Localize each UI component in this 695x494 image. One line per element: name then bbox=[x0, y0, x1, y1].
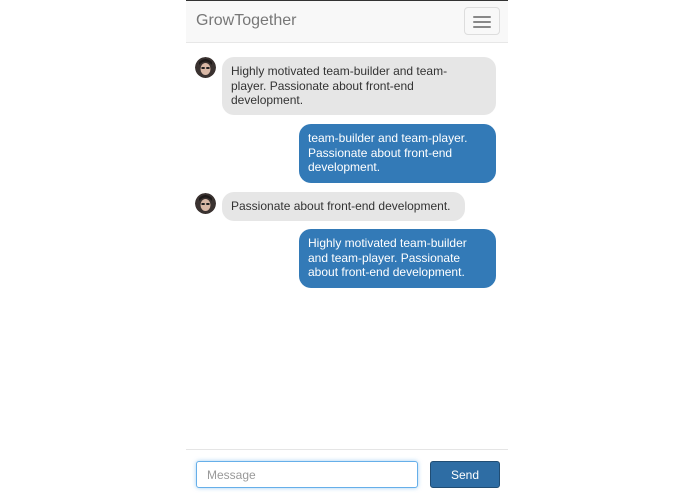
message-bubble-incoming: Highly motivated team-builder and team- player. Passionate about front-end development. bbox=[222, 57, 496, 115]
brand-title[interactable]: GrowTogether bbox=[196, 12, 297, 29]
message-input[interactable] bbox=[196, 461, 418, 488]
message-bubble-incoming: Passionate about front-end development. bbox=[222, 192, 465, 221]
message-composer bbox=[186, 449, 508, 494]
avatar bbox=[195, 193, 216, 214]
send-button[interactable]: Send bbox=[430, 461, 500, 488]
navbar bbox=[186, 1, 508, 43]
avatar bbox=[195, 57, 216, 78]
message-bubble-outgoing: Highly motivated team-builder and team-player. Passionate about front-end development. bbox=[299, 229, 496, 288]
message-bubble-outgoing: team-builder and team-player. Passionate about front-end development. bbox=[299, 124, 496, 183]
chat-app bbox=[186, 0, 508, 494]
menu-toggle-button[interactable] bbox=[464, 7, 500, 35]
